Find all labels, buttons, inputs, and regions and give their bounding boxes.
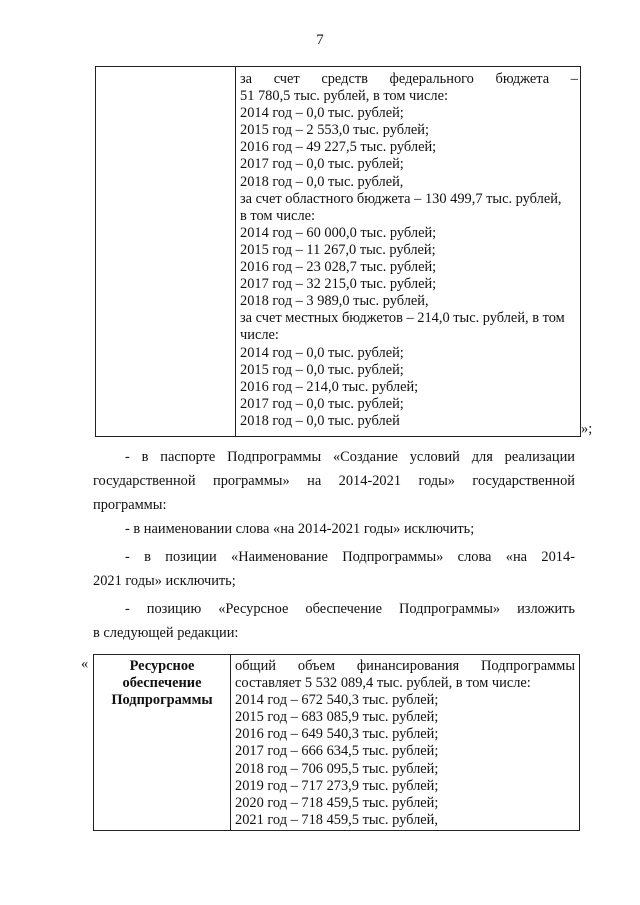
label-line: Подпрограммы (111, 692, 213, 708)
table-line: 2018 год – 0,0 тыс. рублей (240, 412, 400, 429)
table-line: за счет средств федерального бюджета – (240, 71, 578, 87)
table-line: 2015 год – 2 553,0 тыс. рублей; (240, 122, 429, 139)
table-line: общий объем финансирования Подпрограммы (235, 658, 575, 674)
paragraph-line: государственной программы» на 2014-2021 годы» государственной (93, 473, 575, 489)
paragraph-line: - в паспорте Подпрограммы «Создание условий для реализации (125, 449, 575, 465)
label-line: обеспечение (122, 675, 202, 691)
table-line: 2020 год – 718 459,5 тыс. рублей; (235, 794, 439, 811)
table-line: 2018 год – 3 989,0 тыс. рублей, (240, 293, 429, 310)
funding-lines-1 (240, 71, 578, 430)
table-line: 2014 год – 672 540,3 тыс. рублей; (235, 692, 439, 709)
paragraph-line: - в позиции «Наименование Подпрограммы» слова «на 2014- (125, 549, 575, 565)
table-line: 2016 год – 214,0 тыс. рублей; (240, 378, 419, 395)
table-line: 2014 год – 0,0 тыс. рублей; (240, 105, 404, 122)
table-line: 51 780,5 тыс. рублей, в том числе: (240, 88, 448, 105)
table-line: 2017 год – 0,0 тыс. рублей; (240, 156, 404, 173)
table-line: 2017 год – 32 215,0 тыс. рублей; (240, 276, 437, 293)
column-divider (235, 67, 236, 436)
table-line: 2019 год – 717 273,9 тыс. рублей; (235, 777, 439, 794)
table-line: 2016 год – 649 540,3 тыс. рублей; (235, 726, 439, 743)
table-line: числе: (240, 327, 279, 344)
table-line: 2015 год – 11 267,0 тыс. рублей; (240, 241, 436, 258)
funding-lines-2 (235, 658, 575, 829)
paragraph-passport (93, 445, 575, 517)
resource-label-cell (94, 658, 230, 709)
paragraph-resource-position (93, 597, 575, 645)
table-line: составляет 5 532 089,4 тыс. рублей, в том числе: (235, 675, 531, 692)
page-number: 7 (316, 32, 324, 48)
table-line: 2016 год – 49 227,5 тыс. рублей; (240, 139, 437, 156)
table-line: 2018 год – 706 095,5 тыс. рублей; (235, 760, 439, 777)
funding-table-2 (93, 654, 580, 831)
table-line: 2018 год – 0,0 тыс. рублей, (240, 173, 404, 190)
paragraph-line: - в наименовании слова «на 2014-2021 годы» исключить; (125, 521, 475, 537)
table-line: за счет местных бюджетов – 214,0 тыс. рублей, в том (240, 310, 565, 327)
table-line: за счет областного бюджета – 130 499,7 тыс. рублей, (240, 190, 562, 207)
table-line: 2017 год – 666 634,5 тыс. рублей; (235, 743, 439, 760)
table-line: 2021 год – 718 459,5 тыс. рублей, (235, 811, 438, 828)
table-line: 2015 год – 0,0 тыс. рублей; (240, 361, 404, 378)
paragraph-line: в следующей редакции: (93, 625, 239, 641)
paragraph-line: 2021 годы» исключить; (93, 573, 236, 589)
table-line: 2014 год – 60 000,0 тыс. рублей; (240, 224, 437, 241)
table-line: 2015 год – 683 085,9 тыс. рублей; (235, 709, 439, 726)
opening-quote: « (81, 656, 89, 672)
closing-quote: »; (581, 421, 593, 437)
table-line: 2016 год – 23 028,7 тыс. рублей; (240, 259, 437, 276)
table-line: в том числе: (240, 207, 316, 224)
paragraph-line: программы: (93, 497, 167, 513)
table-line: 2014 год – 0,0 тыс. рублей; (240, 344, 404, 361)
table-line: 2017 год – 0,0 тыс. рублей; (240, 395, 404, 412)
paragraph-position-change (93, 545, 575, 593)
paragraph-name-change (93, 517, 575, 541)
funding-table-1 (95, 66, 581, 437)
column-divider (230, 655, 231, 830)
label-line: Ресурсное (129, 658, 195, 674)
paragraph-line: - позицию «Ресурсное обеспечение Подпрограммы» изложить (125, 601, 575, 617)
